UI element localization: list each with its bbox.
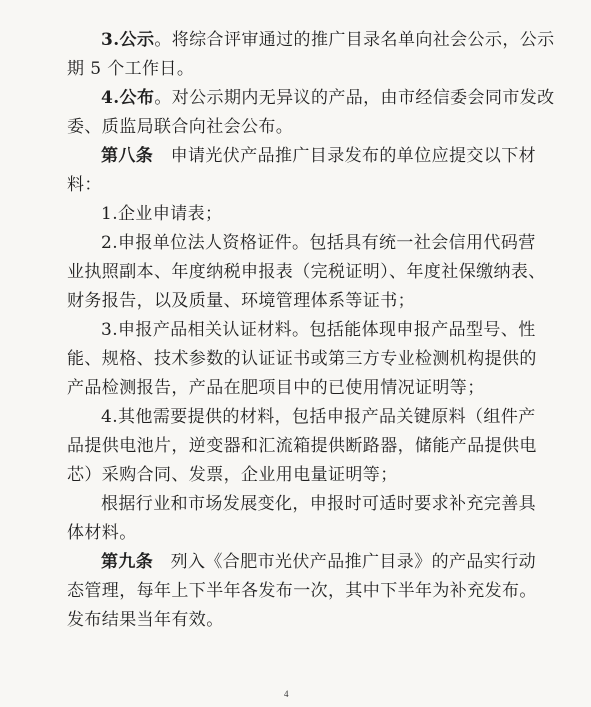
paragraph-line: [101, 231, 536, 255]
paragraph-line: [101, 492, 536, 516]
line-text: 品提供电池片，逆变器和汇流箱提供断路器，储能产品提供电: [67, 436, 537, 456]
line-text: 根据行业和市场发展变化，申报时可适时要求补充完善具: [101, 494, 536, 514]
paragraph-line: [67, 463, 398, 487]
line-text: 。将综合评审通过的推广目录名单向社会公示，公示: [154, 30, 555, 50]
paragraph-line: [67, 289, 415, 313]
paragraph-line: [67, 347, 537, 371]
line-text: 3.申报产品相关认证材料。包括能体现申报产品型号、性: [101, 320, 536, 340]
line-text: 。对公示期内无异议的产品，由市经信委会同市发改: [154, 88, 555, 108]
paragraph-line: [67, 579, 537, 603]
line-text: 列入《合肥市光伏产品推广目录》的产品实行动: [153, 552, 537, 572]
paragraph-line: [101, 202, 222, 226]
paragraph-line: [101, 405, 536, 429]
paragraph-line: [67, 260, 546, 284]
line-text: 体材料。: [67, 523, 137, 543]
page-number: 4: [284, 689, 289, 699]
paragraph-line: [101, 28, 555, 52]
line-text: 1.企业申请表；: [101, 204, 223, 224]
line-text: 财务报告，以及质量、环境管理体系等证书；: [67, 291, 415, 311]
line-text: 态管理，每年上下半年各发布一次，其中下半年为补充发布。: [67, 581, 537, 601]
paragraph-line: [101, 86, 555, 110]
line-text: 产品检测报告，产品在肥项目中的已使用情况证明等；: [67, 378, 485, 398]
line-text: 料：: [67, 175, 102, 195]
line-text: 申请光伏产品推广目录发布的单位应提交以下材: [153, 146, 537, 166]
paragraph-line: [67, 57, 194, 81]
paragraph-line: [101, 550, 536, 574]
line-text: 芯）采购合同、发票，企业用电量证明等；: [67, 465, 398, 485]
paragraph-line: [67, 608, 224, 632]
line-text: 委、质监局联合向社会公布。: [67, 117, 294, 137]
line-text: 能、规格、技术参数的认证证书或第三方专业检测机构提供的: [67, 349, 537, 369]
line-text: 4.其他需要提供的材料，包括申报产品关键原料（组件产: [101, 407, 536, 427]
paragraph-line: [101, 144, 536, 168]
paragraph-line: [67, 434, 537, 458]
paragraph-line: [67, 173, 102, 197]
paragraph-line: [67, 521, 137, 545]
section-heading: 4.公布: [101, 88, 155, 108]
line-text: 期 5 个工作日。: [67, 59, 195, 79]
line-text: 发布结果当年有效。: [67, 610, 224, 630]
paragraph-line: [67, 376, 485, 400]
paragraph-line: [67, 115, 293, 139]
article-heading: 第九条: [101, 552, 154, 572]
article-heading: 第八条: [101, 146, 154, 166]
section-heading: 3.公示: [101, 30, 155, 50]
line-text: 业执照副本、年度纳税申报表（完税证明）、年度社保缴纳表、: [67, 262, 546, 282]
paragraph-line: [101, 318, 536, 342]
line-text: 2.申报单位法人资格证件。包括具有统一社会信用代码营: [101, 233, 536, 253]
